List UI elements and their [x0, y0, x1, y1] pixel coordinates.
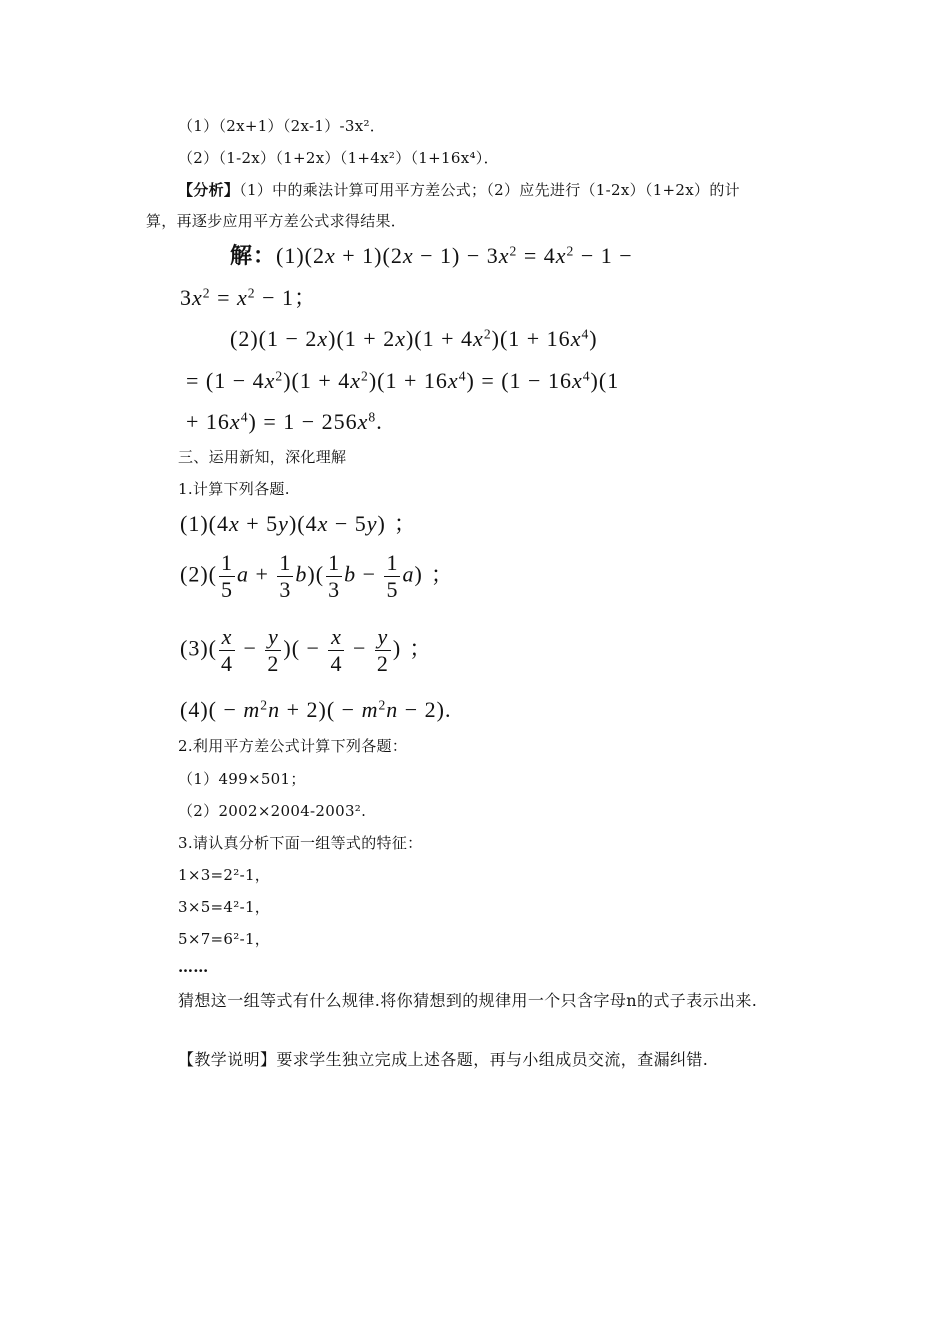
- example-question-1: （1）（2x+1）（2x-1）-3x²．: [178, 117, 386, 135]
- teaching-note-tag: 【教学说明】: [178, 1050, 277, 1069]
- problem-2-title: 2.利用平方差公式计算下列各题：: [178, 737, 408, 755]
- problem-3-title: 3.请认真分析下面一组等式的特征：: [178, 834, 423, 852]
- problem-1-item-4: $(4)( - m^2n + 2)( - m^2n - 2)$.: [180, 697, 452, 722]
- problem-2-item-1: （1）499×501；: [178, 770, 306, 788]
- solution-line-5: + $16x^4) = 1 - 256x^8$.: [186, 409, 383, 434]
- ellipsis: ……: [178, 958, 209, 976]
- equation-line: 1×3=2²-1，: [178, 866, 271, 884]
- teaching-note: [178, 1050, 708, 1070]
- solution-line-3: $(2)(1 - 2x)(1 + 2x)(1 + 4x^2)(1 + 16x^4)$: [230, 326, 598, 351]
- teaching-note-text: 要求学生独立完成上述各题，再与小组成员交流，查漏纠错.: [276, 1050, 709, 1069]
- problem-1-item-1: (1)(4x + 5y)(4x − 5y) ；: [180, 511, 417, 536]
- solution-line-2: $3x^2 = x^2 - 1$；: [180, 285, 317, 310]
- solution-label: 解：: [230, 243, 277, 268]
- equation-line: 5×7=6²-1，: [178, 930, 271, 948]
- section-heading: 三、运用新知，深化理解: [178, 448, 347, 466]
- analysis-tag: 【分析】: [178, 181, 240, 199]
- solution-line-4: = $(1 - 4x^2)(1 + 4x^2)(1 + 16x^4) = (1 - 16x^4)(1$: [186, 368, 620, 393]
- problem-3-prompt: 猜想这一组等式有什么规律.将你猜想到的规律用一个只含字母n的式子表示出来.: [178, 991, 758, 1010]
- equation-line: 3×5=4²-1，: [178, 898, 271, 916]
- analysis-line-2: 算，再逐步应用平方差公式求得结果．: [146, 212, 407, 230]
- analysis-text-1: （1）中的乘法计算可用平方差公式；（2）应先进行（1-2x）（1+2x）的计: [239, 181, 740, 199]
- problem-1-item-3: (3)( $\frac{x}{4}$ − $\frac{y}{2}$ )( − $\frac{x}{4}$ − $\frac{y}{2}$ ) ；: [180, 624, 433, 676]
- problem-1-title: 1.计算下列各题.: [178, 480, 290, 498]
- solution-line-1: 解：$(1)(2x + 1)(2x - 1) - 3x^2 = 4x^2 - 1$ −: [230, 243, 633, 268]
- problem-1-item-2: (2)( $\frac{1}{5}$ a + $\frac{1}{3}$ b)( $\frac{1}{3}$ b − $\frac{1}{5}$ a) ；: [180, 550, 454, 602]
- analysis-line-1: [178, 180, 740, 200]
- problem-2-item-2: （2）2002×2004-2003².: [178, 802, 367, 820]
- example-question-2: （2）（1-2x）（1+2x）（1+4x²）（1+16x⁴）．: [178, 149, 499, 167]
